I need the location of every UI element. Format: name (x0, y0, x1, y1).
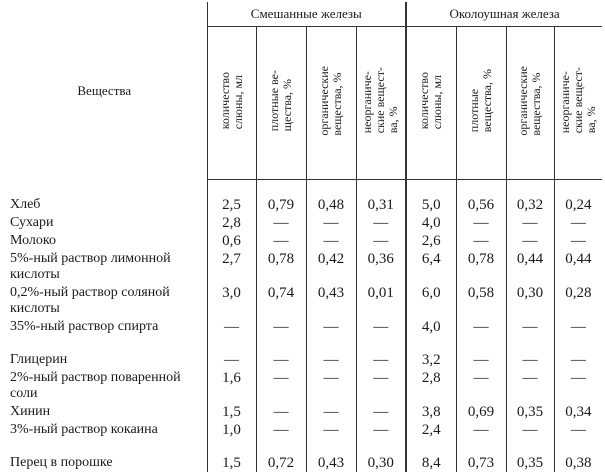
row-value-cell: 1,0 (207, 421, 256, 454)
row-value-cell: — (207, 351, 256, 369)
header-parotid-gland: Околоушная железа (406, 2, 602, 27)
row-value-cell: — (506, 318, 554, 351)
row-value-cell: — (256, 318, 306, 351)
col-header (207, 27, 256, 180)
row-value-cell: 2,5 (207, 180, 256, 215)
saliva-composition-table (2, 2, 602, 472)
table-row (2, 318, 602, 351)
col-header-text: количество слюны, мл (219, 72, 245, 129)
table-row (2, 351, 602, 369)
row-value-cell: 0,01 (356, 284, 406, 318)
row-value-cell: 4,0 (406, 214, 456, 232)
row-value-cell: — (356, 232, 406, 250)
row-substance-name: Молоко (2, 232, 207, 250)
row-value-cell: — (456, 214, 506, 232)
col-header-text: неорганиче- ские вещест- ва, % (361, 67, 400, 133)
col-header (506, 27, 554, 180)
row-value-cell: 2,7 (207, 250, 256, 284)
row-value-cell: 0,56 (456, 180, 506, 215)
row-value-cell: — (456, 232, 506, 250)
row-value-cell: — (356, 403, 406, 421)
row-substance-name: Сухари (2, 214, 207, 232)
table-row (2, 284, 602, 318)
row-substance-name: Перец в порошке (2, 454, 207, 472)
row-value-cell: 0,30 (506, 284, 554, 318)
row-substance-name: Глицерин (2, 351, 207, 369)
row-value-cell: — (356, 369, 406, 403)
row-value-cell: 4,0 (406, 318, 456, 351)
row-value-cell: — (256, 351, 306, 369)
row-value-cell: — (306, 232, 356, 250)
col-header-text: плотные вещества, % (468, 69, 494, 132)
row-value-cell: — (306, 351, 356, 369)
row-substance-name: Хлеб (2, 180, 207, 215)
col-header (356, 27, 406, 180)
row-substance-name: 2%-ный раствор поваренной соли (2, 369, 207, 403)
row-value-cell: 0,36 (356, 250, 406, 284)
row-value-cell: 2,6 (406, 232, 456, 250)
col-header (554, 27, 602, 180)
header-mixed-glands: Смешанные железы (207, 2, 406, 27)
row-value-cell: 0,44 (554, 250, 602, 284)
row-value-cell: — (456, 421, 506, 454)
row-substance-name: 0,2%-ный раствор соляной кислоты (2, 284, 207, 318)
table-row (2, 214, 602, 232)
row-value-cell: 0,30 (356, 454, 406, 472)
row-value-cell: — (256, 369, 306, 403)
row-value-cell: 0,28 (554, 284, 602, 318)
table-row (2, 369, 602, 403)
col-header-text: органические вещества, % (517, 66, 543, 136)
row-value-cell: 5,0 (406, 180, 456, 215)
row-value-cell: — (554, 421, 602, 454)
row-substance-name: 3%-ный раствор кокаина (2, 421, 207, 454)
col-header-text: органические вещества, % (318, 66, 344, 136)
row-value-cell: — (207, 318, 256, 351)
row-value-cell: 0,24 (554, 180, 602, 215)
row-value-cell: — (506, 351, 554, 369)
header-substances: Вещества (2, 2, 207, 180)
row-value-cell: 3,8 (406, 403, 456, 421)
row-value-cell: — (456, 318, 506, 351)
row-value-cell: 0,38 (554, 454, 602, 472)
row-value-cell: 8,4 (406, 454, 456, 472)
row-value-cell: — (256, 421, 306, 454)
row-value-cell: — (256, 403, 306, 421)
col-header (456, 27, 506, 180)
row-value-cell: — (306, 421, 356, 454)
row-value-cell: 0,34 (554, 403, 602, 421)
col-header-text: плотные ве- щества, % (268, 70, 294, 131)
table-row (2, 421, 602, 454)
row-value-cell: 0,69 (456, 403, 506, 421)
row-value-cell: — (554, 318, 602, 351)
row-value-cell: — (356, 351, 406, 369)
table-row (2, 454, 602, 472)
row-value-cell: 0,58 (456, 284, 506, 318)
row-value-cell: — (506, 421, 554, 454)
row-value-cell: 0,35 (506, 403, 554, 421)
row-value-cell: 2,8 (406, 369, 456, 403)
row-value-cell: 0,73 (456, 454, 506, 472)
row-value-cell: 3,2 (406, 351, 456, 369)
col-header-text: неорганиче- ские вещест- ва, % (559, 67, 598, 133)
row-value-cell: 0,43 (306, 284, 356, 318)
row-value-cell: — (554, 232, 602, 250)
row-value-cell: 0,31 (356, 180, 406, 215)
row-value-cell: — (506, 232, 554, 250)
row-value-cell: 2,8 (207, 214, 256, 232)
row-value-cell: — (356, 214, 406, 232)
row-value-cell: 0,35 (506, 454, 554, 472)
row-value-cell: 3,0 (207, 284, 256, 318)
row-value-cell: 0,48 (306, 180, 356, 215)
table-row (2, 180, 602, 215)
row-value-cell: 0,72 (256, 454, 306, 472)
row-value-cell: 0,32 (506, 180, 554, 215)
col-header (406, 27, 456, 180)
row-value-cell: — (554, 369, 602, 403)
row-value-cell: — (306, 403, 356, 421)
row-value-cell: 1,6 (207, 369, 256, 403)
row-value-cell: 6,4 (406, 250, 456, 284)
row-value-cell: 0,74 (256, 284, 306, 318)
row-value-cell: 1,5 (207, 454, 256, 472)
row-value-cell: — (306, 214, 356, 232)
row-value-cell: — (456, 369, 506, 403)
row-value-cell: — (306, 369, 356, 403)
row-value-cell: 0,78 (256, 250, 306, 284)
row-value-cell: — (506, 214, 554, 232)
col-header (306, 27, 356, 180)
row-value-cell: 6,0 (406, 284, 456, 318)
row-value-cell: 1,5 (207, 403, 256, 421)
row-value-cell: — (554, 351, 602, 369)
row-substance-name: 5%-ный раствор лимонной кислоты (2, 250, 207, 284)
row-value-cell: 0,6 (207, 232, 256, 250)
row-value-cell: 2,4 (406, 421, 456, 454)
table-row (2, 403, 602, 421)
row-value-cell: 0,44 (506, 250, 554, 284)
row-value-cell: — (456, 351, 506, 369)
row-value-cell: 0,78 (456, 250, 506, 284)
table-row (2, 232, 602, 250)
row-value-cell: — (506, 369, 554, 403)
row-value-cell: — (356, 318, 406, 351)
row-value-cell: 0,79 (256, 180, 306, 215)
row-value-cell: — (306, 318, 356, 351)
row-substance-name: 35%-ный раствор спирта (2, 318, 207, 351)
row-substance-name: Хинин (2, 403, 207, 421)
col-header (256, 27, 306, 180)
table-body (2, 180, 602, 472)
table-row (2, 250, 602, 284)
row-value-cell: 0,43 (306, 454, 356, 472)
row-value-cell: — (256, 232, 306, 250)
row-value-cell: — (554, 214, 602, 232)
row-value-cell: 0,42 (306, 250, 356, 284)
col-header-text: количество слюны, мл (418, 72, 444, 129)
row-value-cell: — (356, 421, 406, 454)
row-value-cell: — (256, 214, 306, 232)
